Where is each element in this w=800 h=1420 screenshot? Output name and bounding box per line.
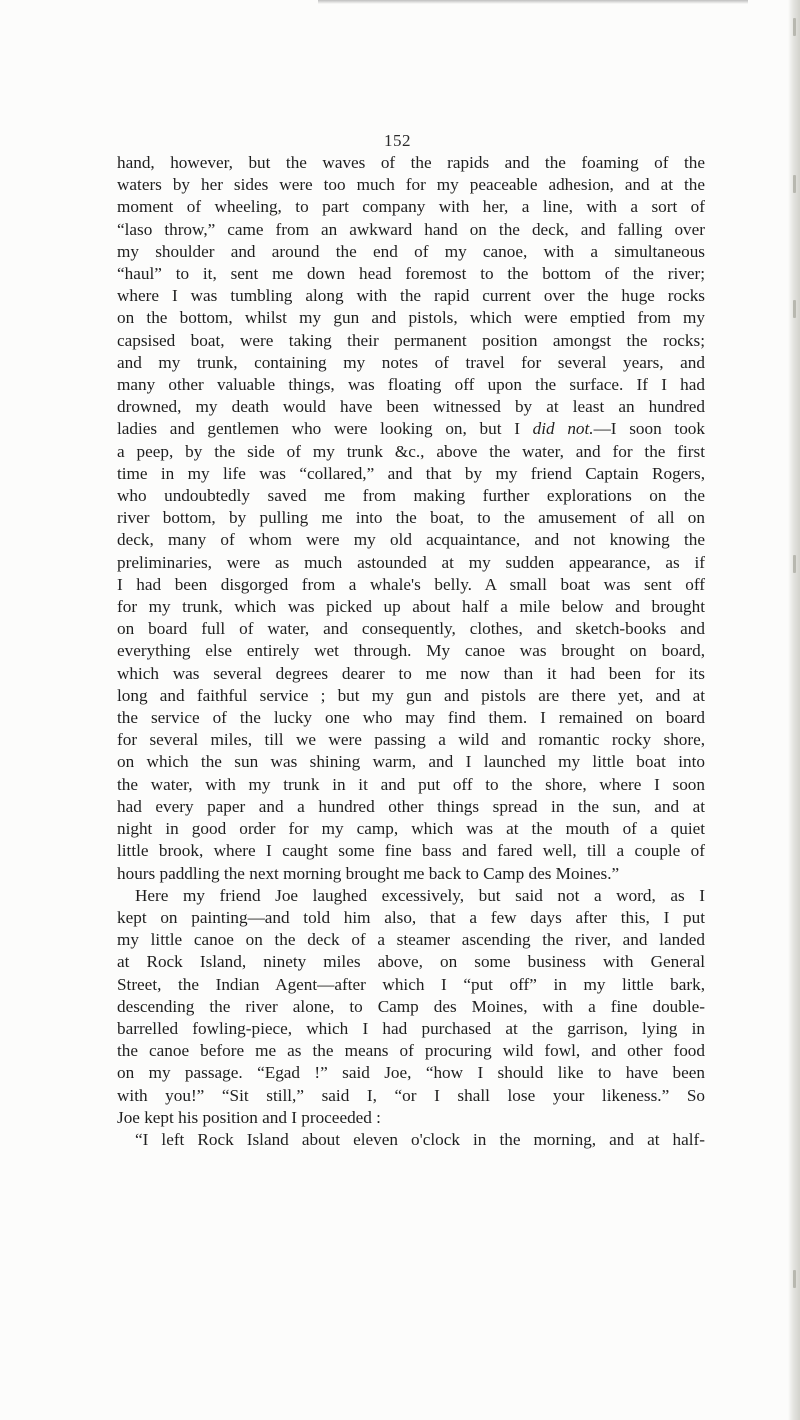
text-line: Street, the Indian Agent—after which I “put off” in my little bark, — [117, 974, 705, 994]
text-line: for several miles, till we were passing a wild and romantic rocky shore, — [117, 730, 705, 750]
text-line: Joe kept his position and I proceeded : — [117, 1107, 381, 1127]
text-line: drowned, my death would have been witnessed by at least an hundred — [117, 397, 705, 417]
text-line: where I was tumbling along with the rapid current over the huge rocks — [117, 286, 705, 306]
text-line: had every paper and a hundred other things spread in the sun, and at — [117, 796, 705, 816]
text-line: I had been disgorged from a whale's belly. A small boat was sent off — [117, 574, 705, 594]
text-line: a peep, by the side of my trunk &c., above the water, and for the first — [117, 441, 705, 461]
emphasis: did not. — [532, 419, 594, 439]
scan-shadow — [318, 0, 748, 4]
text-line: with you!” “Sit still,” said I, “or I shall lose your likeness.” So — [117, 1085, 705, 1105]
text-line: and my trunk, containing my notes of travel for several years, and — [117, 352, 705, 372]
edge-mark — [793, 175, 796, 193]
text-line: for my trunk, which was picked up about half a mile below and brought — [117, 597, 705, 617]
text-line: night in good order for my camp, which was at the mouth of a quiet — [117, 819, 705, 839]
text-line: descending the river alone, to Camp des Moines, with a fine double- — [117, 996, 705, 1016]
page-number: 152 — [384, 131, 411, 150]
text-line: my little canoe on the deck of a steamer ascending the river, and landed — [117, 930, 705, 950]
text-line: many other valuable things, was floating off upon the surface. If I had — [117, 375, 705, 395]
text-line: “I left Rock Island about eleven o'clock in the morning, and at half- — [135, 1129, 705, 1149]
text-line: waters by her sides were too much for my peaceable adhesion, and at the — [117, 175, 705, 195]
text-line: little brook, where I caught some fine bass and fared well, till a couple of — [117, 841, 705, 861]
text-line: at Rock Island, ninety miles above, on some business with General — [117, 952, 705, 972]
edge-mark — [793, 555, 796, 573]
text-line: the water, with my trunk in it and put off to the shore, where I soon — [117, 774, 705, 794]
text-line: barrelled fowling-piece, which I had purchased at the garrison, lying in — [117, 1018, 705, 1038]
text-line: hours paddling the next morning brought me back to Camp des Moines.” — [117, 863, 620, 883]
text-line: time in my life was “collared,” and that by my friend Captain Rogers, — [117, 463, 705, 483]
text-line: river bottom, by pulling me into the boat, to the amusement of all on — [117, 508, 705, 528]
text-line: “haul” to it, sent me down head foremost to the bottom of the river; — [117, 264, 705, 284]
text-line: the canoe before me as the means of procuring wild fowl, and other food — [117, 1041, 705, 1061]
body-text — [117, 152, 705, 1151]
text-line: my shoulder and around the end of my canoe, with a simultaneous — [117, 241, 705, 261]
text-line: on board full of water, and consequently, clothes, and sketch-books and — [117, 619, 705, 639]
text-line: on the bottom, whilst my gun and pistols, which were emptied from my — [117, 308, 705, 328]
text-line: kept on painting—and told him also, that a few days after this, I put — [117, 907, 705, 927]
text-line: moment of wheeling, to part company with her, a line, with a sort of — [117, 197, 705, 217]
text-line: deck, many of whom were my old acquaintance, and not knowing the — [117, 530, 705, 550]
text-line: who undoubtedly saved me from making further explorations on the — [117, 486, 705, 506]
text-line: which was several degrees dearer to me now than it had been for its — [117, 663, 705, 683]
text-line: ladies and gentlemen who were looking on, but I did not.—I soon took — [117, 419, 705, 439]
text-line: “laso throw,” came from an awkward hand on the deck, and falling over — [117, 219, 705, 239]
page-edge — [788, 0, 800, 1420]
text-line: capsised boat, were taking their permanent position amongst the rocks; — [117, 330, 705, 350]
edge-mark — [793, 300, 796, 318]
text-line: the service of the lucky one who may find them. I remained on board — [117, 708, 705, 728]
text-line: on which the sun was shining warm, and I launched my little boat into — [117, 752, 705, 772]
text-line: everything else entirely wet through. My canoe was brought on board, — [117, 641, 705, 661]
edge-mark — [793, 1270, 796, 1288]
text-line: preliminaries, were as much astounded at my sudden appearance, as if — [117, 552, 705, 572]
text-line: Here my friend Joe laughed excessively, but said not a word, as I — [135, 885, 705, 905]
text-line: long and faithful service ; but my gun and pistols are there yet, and at — [117, 685, 705, 705]
edge-mark — [793, 18, 796, 36]
text-line: on my passage. “Egad !” said Joe, “how I should like to have been — [117, 1063, 705, 1083]
text-line: hand, however, but the waves of the rapids and the foaming of the — [117, 153, 705, 172]
